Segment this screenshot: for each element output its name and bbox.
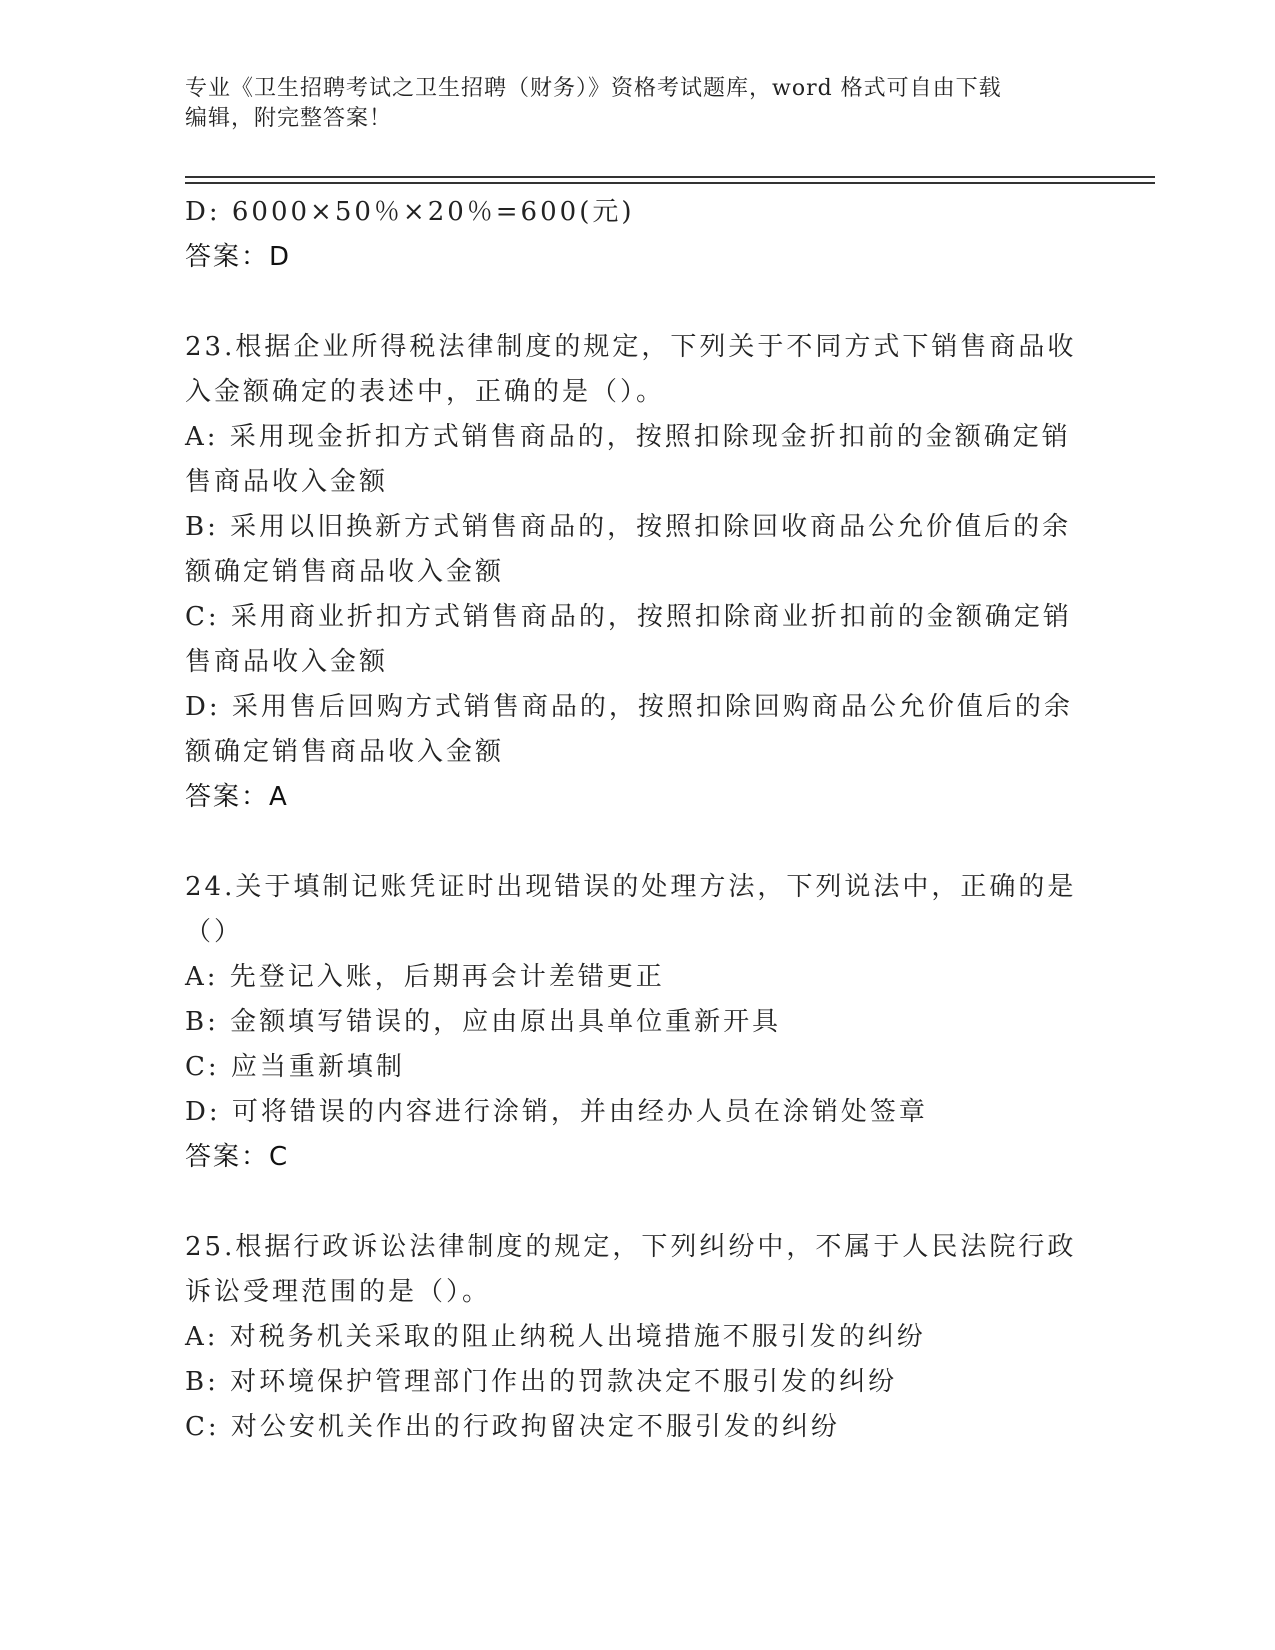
option-d: D: 采用售后回购方式销售商品的，按照扣除回购商品公允价值后的余 bbox=[185, 692, 1073, 722]
option-a-continued: 售商品收入金额 bbox=[185, 467, 389, 497]
answer-line: 答案：D bbox=[185, 242, 292, 272]
option-b: B: 对环境保护管理部门作出的罚款决定不服引发的纠纷 bbox=[185, 1367, 898, 1397]
answer-line: 答案：A bbox=[185, 782, 289, 812]
question-stem-continued: 入金额确定的表述中，正确的是（）。 bbox=[185, 377, 666, 407]
question-stem: 24.关于填制记账凭证时出现错误的处理方法，下列说法中，正确的是 bbox=[185, 872, 1077, 902]
option-c: C: 应当重新填制 bbox=[185, 1052, 405, 1082]
option-c: C: 对公安机关作出的行政拘留决定不服引发的纠纷 bbox=[185, 1412, 840, 1442]
previous-question-tail bbox=[185, 190, 1085, 280]
option-a: A: 对税务机关采取的阻止纳税人出境措施不服引发的纠纷 bbox=[185, 1322, 926, 1352]
header-line-2: 编辑，附完整答案！ bbox=[185, 106, 393, 131]
option-d: D: 6000×50％×20％=600(元) bbox=[185, 197, 635, 227]
question-24 bbox=[185, 865, 1085, 1180]
answer-line: 答案：C bbox=[185, 1142, 290, 1172]
spacer bbox=[185, 1180, 1085, 1225]
question-stem: 23.根据企业所得税法律制度的规定，下列关于不同方式下销售商品收 bbox=[185, 332, 1077, 362]
option-d-continued: 额确定销售商品收入金额 bbox=[185, 737, 505, 767]
option-d: D: 可将错误的内容进行涂销，并由经办人员在涂销处签章 bbox=[185, 1097, 928, 1127]
option-a: A: 先登记入账，后期再会计差错更正 bbox=[185, 962, 665, 992]
option-b-continued: 额确定销售商品收入金额 bbox=[185, 557, 505, 587]
option-a: A: 采用现金折扣方式销售商品的，按照扣除现金折扣前的金额确定销 bbox=[185, 422, 1071, 452]
header-divider-bottom bbox=[185, 182, 1155, 184]
header-divider-top bbox=[185, 176, 1155, 178]
option-c-continued: 售商品收入金额 bbox=[185, 647, 389, 677]
spacer bbox=[185, 280, 1085, 325]
option-b: B: 金额填写错误的，应由原出具单位重新开具 bbox=[185, 1007, 782, 1037]
question-23 bbox=[185, 325, 1085, 820]
document-header bbox=[185, 74, 1065, 134]
option-b: B: 采用以旧换新方式销售商品的，按照扣除回收商品公允价值后的余 bbox=[185, 512, 1072, 542]
question-stem: 25.根据行政诉讼法律制度的规定，下列纠纷中，不属于人民法院行政 bbox=[185, 1232, 1077, 1262]
question-25 bbox=[185, 1225, 1085, 1450]
spacer bbox=[185, 820, 1085, 865]
header-line-1: 专业《卫生招聘考试之卫生招聘（财务）》资格考试题库，word 格式可自由下载 bbox=[185, 76, 1002, 101]
option-c: C: 采用商业折扣方式销售商品的，按照扣除商业折扣前的金额确定销 bbox=[185, 602, 1072, 632]
question-stem-continued: 诉讼受理范围的是（）。 bbox=[185, 1277, 492, 1307]
document-body bbox=[185, 190, 1085, 1450]
question-stem-continued: （） bbox=[185, 917, 244, 947]
